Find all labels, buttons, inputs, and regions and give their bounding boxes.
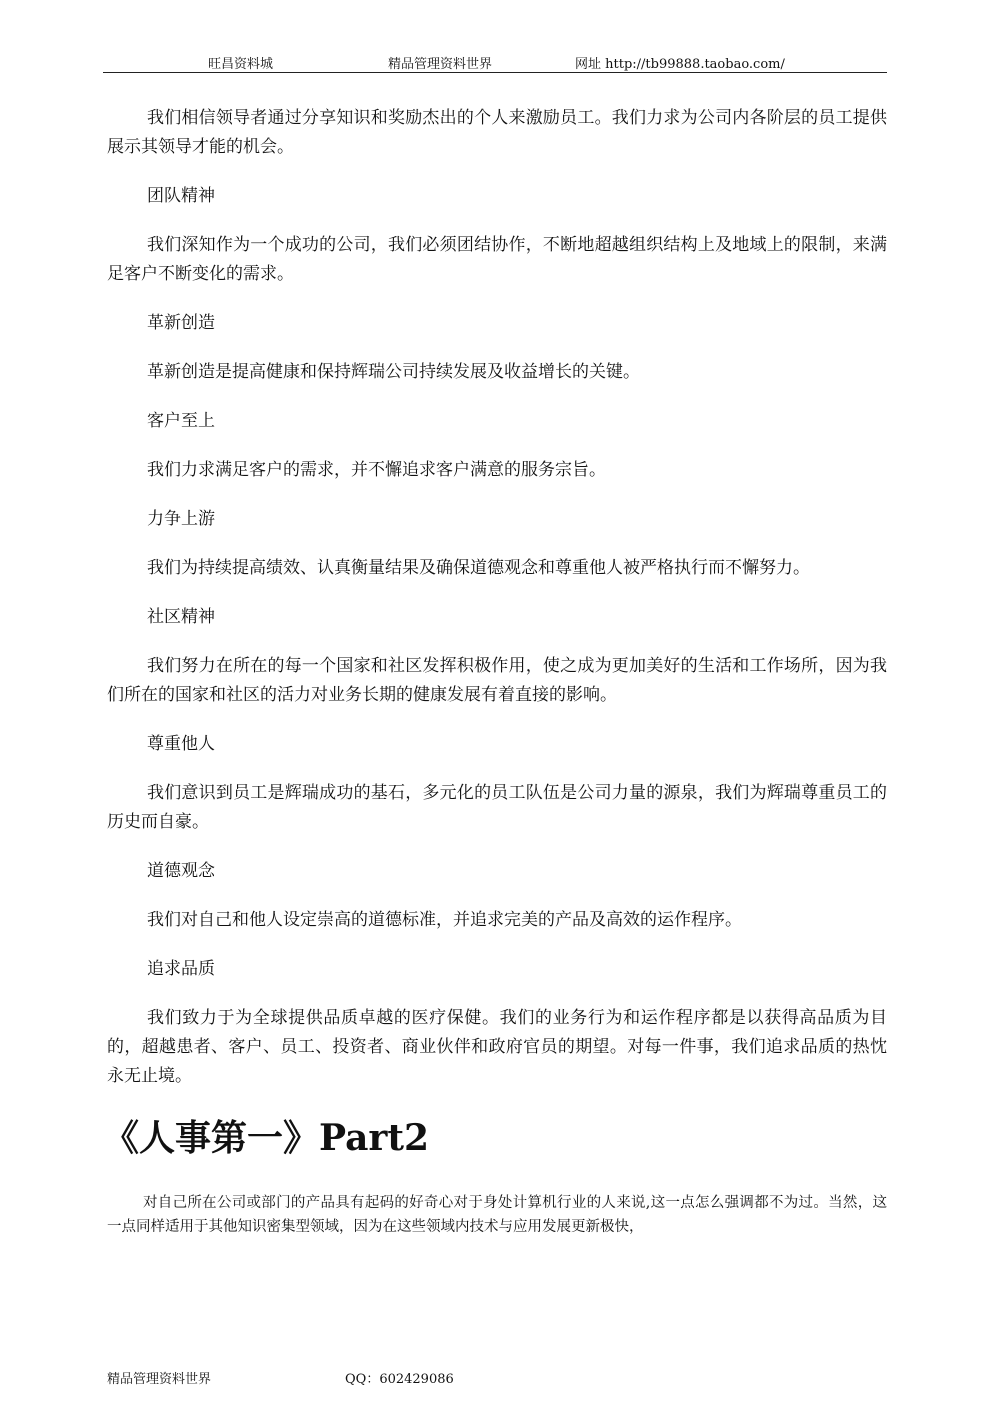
section-heading: 客户至上 — [147, 411, 215, 431]
document-body — [103, 104, 887, 1239]
section-heading: 团队精神 — [147, 186, 215, 206]
paragraph: 我们深知作为一个成功的公司，我们必须团结协作，不断地超越组织结构上及地域上的限制，来满足客户不断变化的需求。 — [107, 235, 887, 284]
page-header — [103, 50, 887, 73]
footer-qq: QQ：602429086 — [345, 1372, 454, 1387]
header-slogan: 精品管理资料世界 — [388, 57, 493, 72]
footer-site-name: 精品管理资料世界 — [107, 1372, 212, 1387]
section-heading: 追求品质 — [147, 959, 215, 979]
page-footer — [107, 1368, 454, 1387]
paragraph: 革新创造是提高健康和保持辉瑞公司持续发展及收益增长的关键。 — [147, 362, 640, 382]
part-title: 《人事第一》Part2 — [103, 1117, 430, 1159]
section-heading: 革新创造 — [147, 313, 215, 333]
section-heading: 尊重他人 — [147, 734, 215, 754]
paragraph: 我们意识到员工是辉瑞成功的基石，多元化的员工队伍是公司力量的源泉，我们为辉瑞尊重员工的历史而自豪。 — [107, 783, 887, 832]
header-url[interactable]: 网址 http://tb99888.taobao.com/ — [575, 57, 785, 72]
paragraph: 我们对自己和他人设定崇高的道德标准，并追求完美的产品及高效的运作程序。 — [147, 910, 742, 930]
paragraph: 我们力求满足客户的需求，并不懈追求客户满意的服务宗旨。 — [147, 460, 606, 480]
section-heading: 道德观念 — [147, 861, 215, 881]
part2-paragraph: 对自己所在公司或部门的产品具有起码的好奇心对于身处计算机行业的人来说,这一点怎么强调都不为过。当然，这一点同样适用于其他知识密集型领域，因为在这些领域内技术与应用发展更新极快， — [107, 1195, 887, 1235]
section-heading: 社区精神 — [147, 607, 215, 627]
section-heading: 力争上游 — [147, 509, 215, 529]
paragraph: 我们努力在所在的每一个国家和社区发挥积极作用，使之成为更加美好的生活和工作场所，因为我们所在的国家和社区的活力对业务长期的健康发展有着直接的影响。 — [107, 656, 887, 705]
header-site-name: 旺昌资料城 — [208, 57, 274, 72]
paragraph: 我们为持续提高绩效、认真衡量结果及确保道德观念和尊重他人被严格执行而不懈努力。 — [147, 558, 810, 578]
paragraph: 我们致力于为全球提供品质卓越的医疗保健。我们的业务行为和运作程序都是以获得高品质为目的，超越患者、客户、员工、投资者、商业伙伴和政府官员的期望。对每一件事，我们追求品质的热忱永无止境。 — [107, 1008, 887, 1086]
paragraph: 我们相信领导者通过分享知识和奖励杰出的个人来激励员工。我们力求为公司内各阶层的员工提供展示其领导才能的机会。 — [107, 108, 887, 157]
